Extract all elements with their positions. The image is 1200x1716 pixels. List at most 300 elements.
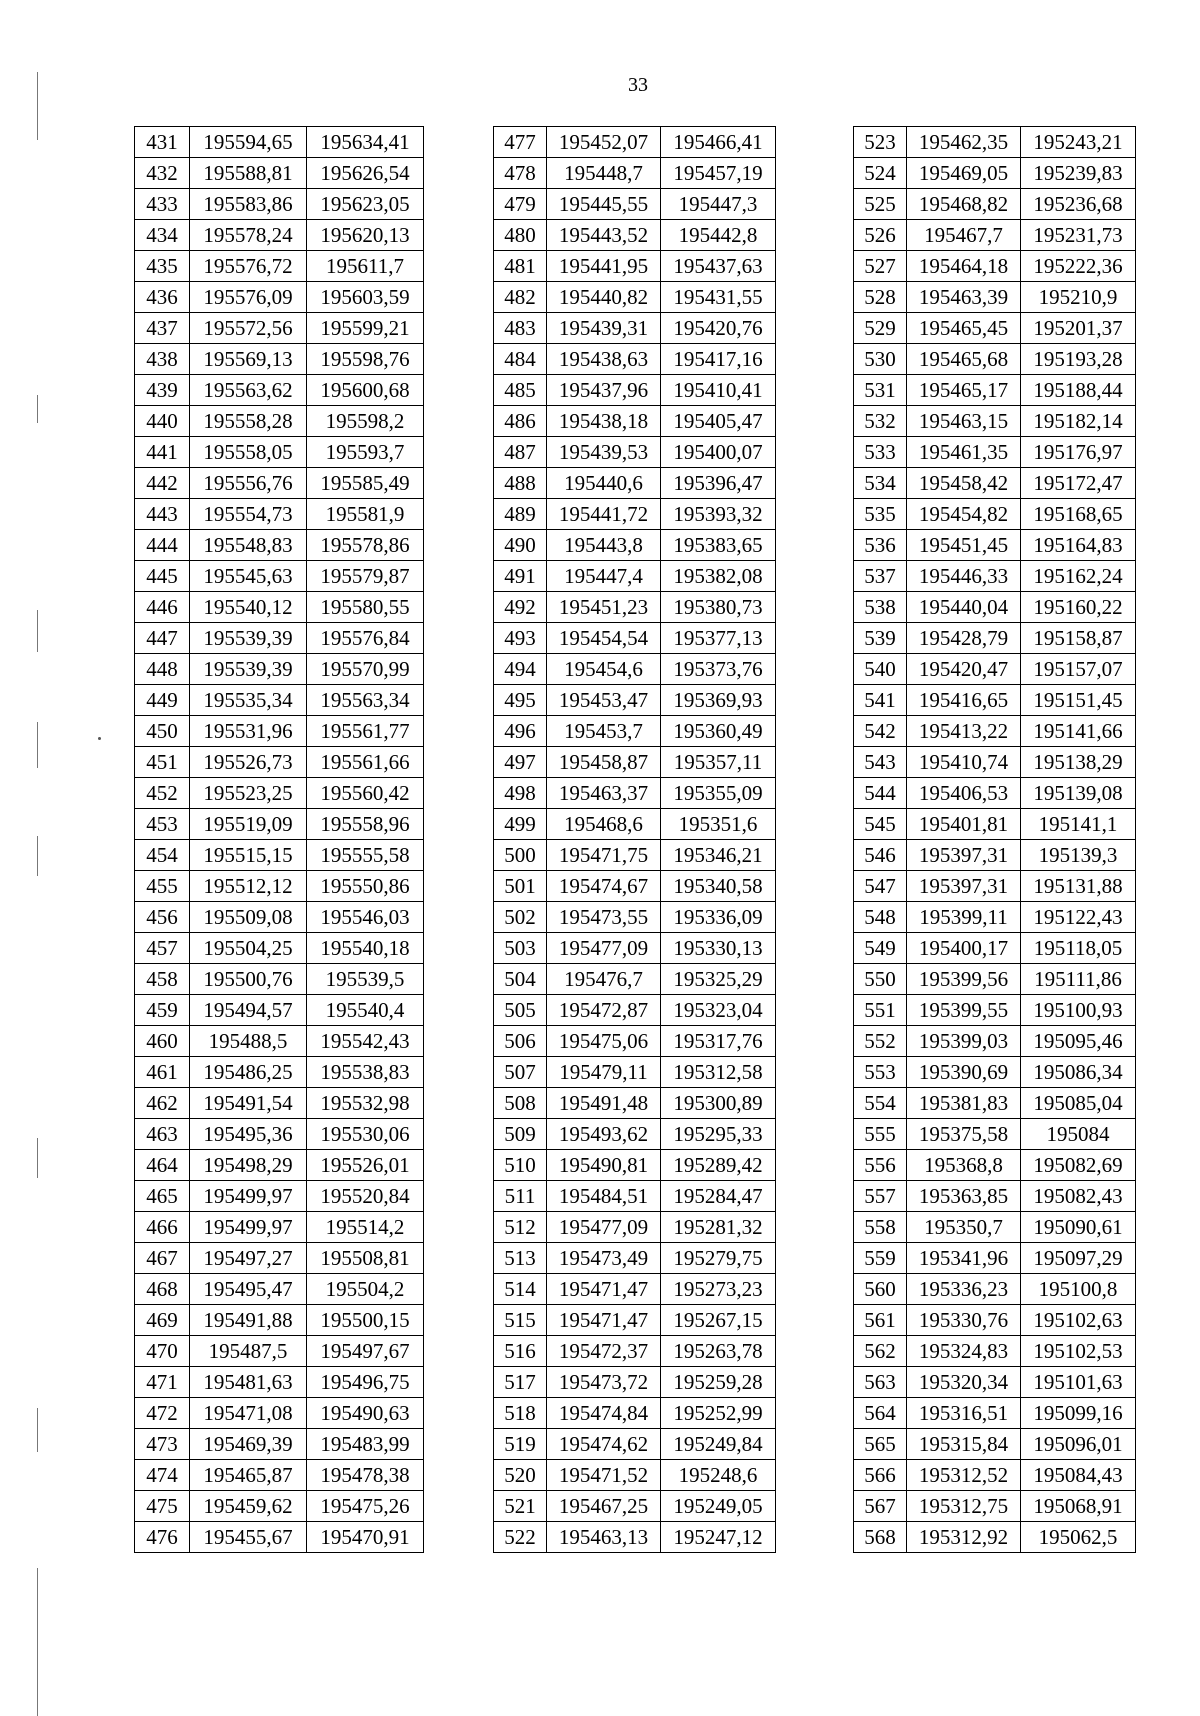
table-row: [135, 344, 424, 375]
y-coordinate-cell: 195164,83: [1021, 530, 1136, 561]
point-number-cell: 467: [135, 1243, 190, 1274]
y-coordinate-cell: 195355,09: [661, 778, 776, 809]
table-row: [494, 561, 776, 592]
y-coordinate-cell: 195410,41: [661, 375, 776, 406]
table-row: [854, 375, 1136, 406]
x-coordinate-cell: 195569,13: [190, 344, 307, 375]
point-number-cell: 503: [494, 933, 547, 964]
y-coordinate-cell: 195393,32: [661, 499, 776, 530]
point-number-cell: 520: [494, 1460, 547, 1491]
point-number-cell: 513: [494, 1243, 547, 1274]
table-row: [135, 809, 424, 840]
x-coordinate-cell: 195440,04: [907, 592, 1021, 623]
x-coordinate-cell: 195341,96: [907, 1243, 1021, 1274]
y-coordinate-cell: 195267,15: [661, 1305, 776, 1336]
x-coordinate-cell: 195459,62: [190, 1491, 307, 1522]
x-coordinate-cell: 195312,75: [907, 1491, 1021, 1522]
x-coordinate-cell: 195476,7: [547, 964, 661, 995]
point-number-cell: 435: [135, 251, 190, 282]
y-coordinate-cell: 195585,49: [307, 468, 424, 499]
table-row: [494, 1429, 776, 1460]
x-coordinate-cell: 195312,52: [907, 1460, 1021, 1491]
point-number-cell: 474: [135, 1460, 190, 1491]
point-number-cell: 482: [494, 282, 547, 313]
point-number-cell: 550: [854, 964, 907, 995]
x-coordinate-cell: 195471,52: [547, 1460, 661, 1491]
x-coordinate-cell: 195558,28: [190, 406, 307, 437]
x-coordinate-cell: 195316,51: [907, 1398, 1021, 1429]
x-coordinate-cell: 195464,18: [907, 251, 1021, 282]
table-row: [854, 1367, 1136, 1398]
x-coordinate-cell: 195539,39: [190, 623, 307, 654]
y-coordinate-cell: 195561,66: [307, 747, 424, 778]
y-coordinate-cell: 195323,04: [661, 995, 776, 1026]
x-coordinate-cell: 195519,09: [190, 809, 307, 840]
y-coordinate-cell: 195579,87: [307, 561, 424, 592]
point-number-cell: 496: [494, 716, 547, 747]
point-number-cell: 552: [854, 1026, 907, 1057]
point-number-cell: 535: [854, 499, 907, 530]
y-coordinate-cell: 195357,11: [661, 747, 776, 778]
y-coordinate-cell: 195538,83: [307, 1057, 424, 1088]
y-coordinate-cell: 195598,2: [307, 406, 424, 437]
y-coordinate-cell: 195593,7: [307, 437, 424, 468]
y-coordinate-cell: 195470,91: [307, 1522, 424, 1553]
x-coordinate-cell: 195469,39: [190, 1429, 307, 1460]
x-coordinate-cell: 195471,75: [547, 840, 661, 871]
point-number-cell: 436: [135, 282, 190, 313]
table-row: [135, 1088, 424, 1119]
point-number-cell: 532: [854, 406, 907, 437]
table-row: [494, 1150, 776, 1181]
x-coordinate-cell: 195554,73: [190, 499, 307, 530]
x-coordinate-cell: 195452,07: [547, 127, 661, 158]
x-coordinate-cell: 195526,73: [190, 747, 307, 778]
x-coordinate-cell: 195491,54: [190, 1088, 307, 1119]
x-coordinate-cell: 195479,11: [547, 1057, 661, 1088]
table-row: [135, 1057, 424, 1088]
table-row: [135, 158, 424, 189]
table-row: [494, 251, 776, 282]
y-coordinate-cell: 195289,42: [661, 1150, 776, 1181]
table-row: [135, 1181, 424, 1212]
y-coordinate-cell: 195157,07: [1021, 654, 1136, 685]
scan-edge-line: [37, 836, 38, 876]
x-coordinate-cell: 195539,39: [190, 654, 307, 685]
point-number-cell: 524: [854, 158, 907, 189]
point-number-cell: 523: [854, 127, 907, 158]
y-coordinate-cell: 195475,26: [307, 1491, 424, 1522]
point-number-cell: 547: [854, 871, 907, 902]
table-row: [854, 1398, 1136, 1429]
table-row: [494, 468, 776, 499]
x-coordinate-cell: 195558,05: [190, 437, 307, 468]
point-number-cell: 481: [494, 251, 547, 282]
table-row: [494, 1460, 776, 1491]
table-row: [135, 964, 424, 995]
table-row: [135, 1460, 424, 1491]
y-coordinate-cell: 195193,28: [1021, 344, 1136, 375]
point-number-cell: 546: [854, 840, 907, 871]
point-number-cell: 433: [135, 189, 190, 220]
x-coordinate-cell: 195375,58: [907, 1119, 1021, 1150]
point-number-cell: 525: [854, 189, 907, 220]
y-coordinate-cell: 195210,9: [1021, 282, 1136, 313]
point-number-cell: 537: [854, 561, 907, 592]
x-coordinate-cell: 195472,37: [547, 1336, 661, 1367]
table-row: [135, 313, 424, 344]
y-coordinate-cell: 195555,58: [307, 840, 424, 871]
y-coordinate-cell: 195336,09: [661, 902, 776, 933]
y-coordinate-cell: 195539,5: [307, 964, 424, 995]
y-coordinate-cell: 195085,04: [1021, 1088, 1136, 1119]
y-coordinate-cell: 195351,6: [661, 809, 776, 840]
y-coordinate-cell: 195563,34: [307, 685, 424, 716]
table-row: [854, 778, 1136, 809]
x-coordinate-cell: 195443,8: [547, 530, 661, 561]
point-number-cell: 526: [854, 220, 907, 251]
y-coordinate-cell: 195532,98: [307, 1088, 424, 1119]
y-coordinate-cell: 195496,75: [307, 1367, 424, 1398]
y-coordinate-cell: 195249,05: [661, 1491, 776, 1522]
y-coordinate-cell: 195546,03: [307, 902, 424, 933]
table-row: [135, 530, 424, 561]
x-coordinate-cell: 195350,7: [907, 1212, 1021, 1243]
x-coordinate-cell: 195475,06: [547, 1026, 661, 1057]
y-coordinate-cell: 195578,86: [307, 530, 424, 561]
point-number-cell: 437: [135, 313, 190, 344]
table-row: [494, 1088, 776, 1119]
y-coordinate-cell: 195295,33: [661, 1119, 776, 1150]
table-row: [854, 220, 1136, 251]
table-row: [854, 530, 1136, 561]
scan-edge-line: [37, 722, 38, 768]
y-coordinate-cell: 195281,32: [661, 1212, 776, 1243]
x-coordinate-cell: 195458,87: [547, 747, 661, 778]
y-coordinate-cell: 195417,16: [661, 344, 776, 375]
x-coordinate-cell: 195397,31: [907, 871, 1021, 902]
table-row: [135, 685, 424, 716]
table-row: [135, 1491, 424, 1522]
x-coordinate-cell: 195499,97: [190, 1212, 307, 1243]
page-number: 33: [628, 74, 648, 96]
x-coordinate-cell: 195330,76: [907, 1305, 1021, 1336]
table-row: [854, 561, 1136, 592]
table-row: [854, 685, 1136, 716]
x-coordinate-cell: 195453,47: [547, 685, 661, 716]
point-number-cell: 465: [135, 1181, 190, 1212]
table-row: [494, 654, 776, 685]
x-coordinate-cell: 195336,23: [907, 1274, 1021, 1305]
point-number-cell: 460: [135, 1026, 190, 1057]
point-number-cell: 564: [854, 1398, 907, 1429]
point-number-cell: 439: [135, 375, 190, 406]
point-number-cell: 455: [135, 871, 190, 902]
y-coordinate-cell: 195236,68: [1021, 189, 1136, 220]
x-coordinate-cell: 195390,69: [907, 1057, 1021, 1088]
point-number-cell: 462: [135, 1088, 190, 1119]
table-row: [135, 437, 424, 468]
table-row: [135, 902, 424, 933]
point-number-cell: 538: [854, 592, 907, 623]
x-coordinate-cell: 195463,13: [547, 1522, 661, 1553]
point-number-cell: 483: [494, 313, 547, 344]
x-coordinate-cell: 195441,72: [547, 499, 661, 530]
table-row: [854, 1088, 1136, 1119]
table-row: [854, 1057, 1136, 1088]
point-number-cell: 440: [135, 406, 190, 437]
y-coordinate-cell: 195273,23: [661, 1274, 776, 1305]
x-coordinate-cell: 195454,54: [547, 623, 661, 654]
point-number-cell: 458: [135, 964, 190, 995]
point-number-cell: 471: [135, 1367, 190, 1398]
scan-edge-line: [37, 610, 38, 652]
x-coordinate-cell: 195472,87: [547, 995, 661, 1026]
table-row: [494, 282, 776, 313]
point-number-cell: 473: [135, 1429, 190, 1460]
x-coordinate-cell: 195440,6: [547, 468, 661, 499]
point-number-cell: 431: [135, 127, 190, 158]
point-number-cell: 548: [854, 902, 907, 933]
table-row: [494, 406, 776, 437]
point-number-cell: 517: [494, 1367, 547, 1398]
table-row: [135, 840, 424, 871]
table-row: [854, 1522, 1136, 1553]
y-coordinate-cell: 195312,58: [661, 1057, 776, 1088]
y-coordinate-cell: 195090,61: [1021, 1212, 1136, 1243]
table-row: [854, 1336, 1136, 1367]
point-number-cell: 528: [854, 282, 907, 313]
x-coordinate-cell: 195428,79: [907, 623, 1021, 654]
point-number-cell: 489: [494, 499, 547, 530]
y-coordinate-cell: 195383,65: [661, 530, 776, 561]
table-row: [135, 654, 424, 685]
point-number-cell: 494: [494, 654, 547, 685]
y-coordinate-cell: 195400,07: [661, 437, 776, 468]
y-coordinate-cell: 195168,65: [1021, 499, 1136, 530]
y-coordinate-cell: 195099,16: [1021, 1398, 1136, 1429]
table-row: [135, 1336, 424, 1367]
table-row: [494, 840, 776, 871]
y-coordinate-cell: 195580,55: [307, 592, 424, 623]
y-coordinate-cell: 195247,12: [661, 1522, 776, 1553]
table-row: [854, 995, 1136, 1026]
table-row: [494, 1336, 776, 1367]
point-number-cell: 551: [854, 995, 907, 1026]
table-row: [494, 747, 776, 778]
table-row: [494, 1057, 776, 1088]
y-coordinate-cell: 195457,19: [661, 158, 776, 189]
point-number-cell: 486: [494, 406, 547, 437]
y-coordinate-cell: 195141,66: [1021, 716, 1136, 747]
x-coordinate-cell: 195467,25: [547, 1491, 661, 1522]
y-coordinate-cell: 195478,38: [307, 1460, 424, 1491]
y-coordinate-cell: 195138,29: [1021, 747, 1136, 778]
point-number-cell: 468: [135, 1274, 190, 1305]
x-coordinate-cell: 195465,45: [907, 313, 1021, 344]
point-number-cell: 562: [854, 1336, 907, 1367]
x-coordinate-cell: 195494,57: [190, 995, 307, 1026]
scan-edge-line: [37, 1408, 38, 1452]
x-coordinate-cell: 195438,63: [547, 344, 661, 375]
point-number-cell: 453: [135, 809, 190, 840]
x-coordinate-cell: 195583,86: [190, 189, 307, 220]
x-coordinate-cell: 195454,6: [547, 654, 661, 685]
table-row: [494, 344, 776, 375]
y-coordinate-cell: 195259,28: [661, 1367, 776, 1398]
point-number-cell: 518: [494, 1398, 547, 1429]
x-coordinate-cell: 195399,03: [907, 1026, 1021, 1057]
y-coordinate-cell: 195158,87: [1021, 623, 1136, 654]
table-row: [854, 964, 1136, 995]
x-coordinate-cell: 195471,47: [547, 1274, 661, 1305]
point-number-cell: 463: [135, 1119, 190, 1150]
x-coordinate-cell: 195499,97: [190, 1181, 307, 1212]
point-number-cell: 498: [494, 778, 547, 809]
y-coordinate-cell: 195360,49: [661, 716, 776, 747]
y-coordinate-cell: 195252,99: [661, 1398, 776, 1429]
point-number-cell: 534: [854, 468, 907, 499]
table-row: [135, 282, 424, 313]
point-number-cell: 441: [135, 437, 190, 468]
y-coordinate-cell: 195598,76: [307, 344, 424, 375]
x-coordinate-cell: 195563,62: [190, 375, 307, 406]
x-coordinate-cell: 195439,31: [547, 313, 661, 344]
point-number-cell: 491: [494, 561, 547, 592]
y-coordinate-cell: 195497,67: [307, 1336, 424, 1367]
x-coordinate-cell: 195474,67: [547, 871, 661, 902]
point-number-cell: 557: [854, 1181, 907, 1212]
point-number-cell: 543: [854, 747, 907, 778]
x-coordinate-cell: 195515,15: [190, 840, 307, 871]
table-row: [135, 995, 424, 1026]
table-row: [854, 127, 1136, 158]
table-row: [854, 437, 1136, 468]
x-coordinate-cell: 195445,55: [547, 189, 661, 220]
x-coordinate-cell: 195447,4: [547, 561, 661, 592]
y-coordinate-cell: 195243,21: [1021, 127, 1136, 158]
x-coordinate-cell: 195451,23: [547, 592, 661, 623]
y-coordinate-cell: 195508,81: [307, 1243, 424, 1274]
point-number-cell: 476: [135, 1522, 190, 1553]
x-coordinate-cell: 195473,49: [547, 1243, 661, 1274]
x-coordinate-cell: 195453,7: [547, 716, 661, 747]
table-row: [135, 1429, 424, 1460]
x-coordinate-cell: 195491,48: [547, 1088, 661, 1119]
y-coordinate-cell: 195396,47: [661, 468, 776, 499]
y-coordinate-cell: 195382,08: [661, 561, 776, 592]
point-number-cell: 553: [854, 1057, 907, 1088]
point-number-cell: 461: [135, 1057, 190, 1088]
point-number-cell: 457: [135, 933, 190, 964]
x-coordinate-cell: 195440,82: [547, 282, 661, 313]
x-coordinate-cell: 195406,53: [907, 778, 1021, 809]
y-coordinate-cell: 195102,53: [1021, 1336, 1136, 1367]
y-coordinate-cell: 195437,63: [661, 251, 776, 282]
point-number-cell: 512: [494, 1212, 547, 1243]
x-coordinate-cell: 195481,63: [190, 1367, 307, 1398]
y-coordinate-cell: 195431,55: [661, 282, 776, 313]
table-row: [135, 468, 424, 499]
table-row: [854, 1243, 1136, 1274]
point-number-cell: 487: [494, 437, 547, 468]
x-coordinate-cell: 195315,84: [907, 1429, 1021, 1460]
x-coordinate-cell: 195512,12: [190, 871, 307, 902]
y-coordinate-cell: 195086,34: [1021, 1057, 1136, 1088]
y-coordinate-cell: 195118,05: [1021, 933, 1136, 964]
table-row: [135, 1212, 424, 1243]
table-row: [494, 1367, 776, 1398]
point-number-cell: 522: [494, 1522, 547, 1553]
x-coordinate-cell: 195491,88: [190, 1305, 307, 1336]
point-number-cell: 563: [854, 1367, 907, 1398]
coordinate-table-2: [493, 126, 776, 1553]
coordinate-table-3: [853, 126, 1136, 1553]
x-coordinate-cell: 195399,56: [907, 964, 1021, 995]
table-row: [854, 1460, 1136, 1491]
x-coordinate-cell: 195465,17: [907, 375, 1021, 406]
y-coordinate-cell: 195100,8: [1021, 1274, 1136, 1305]
x-coordinate-cell: 195498,29: [190, 1150, 307, 1181]
point-number-cell: 527: [854, 251, 907, 282]
point-number-cell: 504: [494, 964, 547, 995]
point-number-cell: 541: [854, 685, 907, 716]
x-coordinate-cell: 195461,35: [907, 437, 1021, 468]
point-number-cell: 516: [494, 1336, 547, 1367]
table-row: [494, 995, 776, 1026]
x-coordinate-cell: 195474,84: [547, 1398, 661, 1429]
x-coordinate-cell: 195471,47: [547, 1305, 661, 1336]
table-row: [854, 840, 1136, 871]
x-coordinate-cell: 195500,76: [190, 964, 307, 995]
y-coordinate-cell: 195111,86: [1021, 964, 1136, 995]
scan-edge-line: [37, 72, 38, 140]
point-number-cell: 448: [135, 654, 190, 685]
point-number-cell: 485: [494, 375, 547, 406]
y-coordinate-cell: 195131,88: [1021, 871, 1136, 902]
x-coordinate-cell: 195312,92: [907, 1522, 1021, 1553]
table-row: [854, 902, 1136, 933]
y-coordinate-cell: 195558,96: [307, 809, 424, 840]
x-coordinate-cell: 195548,83: [190, 530, 307, 561]
point-number-cell: 536: [854, 530, 907, 561]
point-number-cell: 540: [854, 654, 907, 685]
table-row: [135, 1119, 424, 1150]
point-number-cell: 545: [854, 809, 907, 840]
y-coordinate-cell: 195626,54: [307, 158, 424, 189]
point-number-cell: 502: [494, 902, 547, 933]
y-coordinate-cell: 195380,73: [661, 592, 776, 623]
x-coordinate-cell: 195446,33: [907, 561, 1021, 592]
x-coordinate-cell: 195487,5: [190, 1336, 307, 1367]
point-number-cell: 493: [494, 623, 547, 654]
y-coordinate-cell: 195520,84: [307, 1181, 424, 1212]
y-coordinate-cell: 195097,29: [1021, 1243, 1136, 1274]
y-coordinate-cell: 195514,2: [307, 1212, 424, 1243]
x-coordinate-cell: 195463,15: [907, 406, 1021, 437]
table-row: [494, 499, 776, 530]
y-coordinate-cell: 195377,13: [661, 623, 776, 654]
point-number-cell: 530: [854, 344, 907, 375]
y-coordinate-cell: 195084,43: [1021, 1460, 1136, 1491]
point-number-cell: 478: [494, 158, 547, 189]
y-coordinate-cell: 195096,01: [1021, 1429, 1136, 1460]
table-row: [494, 933, 776, 964]
point-number-cell: 466: [135, 1212, 190, 1243]
table-row: [135, 1150, 424, 1181]
y-coordinate-cell: 195176,97: [1021, 437, 1136, 468]
x-coordinate-cell: 195588,81: [190, 158, 307, 189]
